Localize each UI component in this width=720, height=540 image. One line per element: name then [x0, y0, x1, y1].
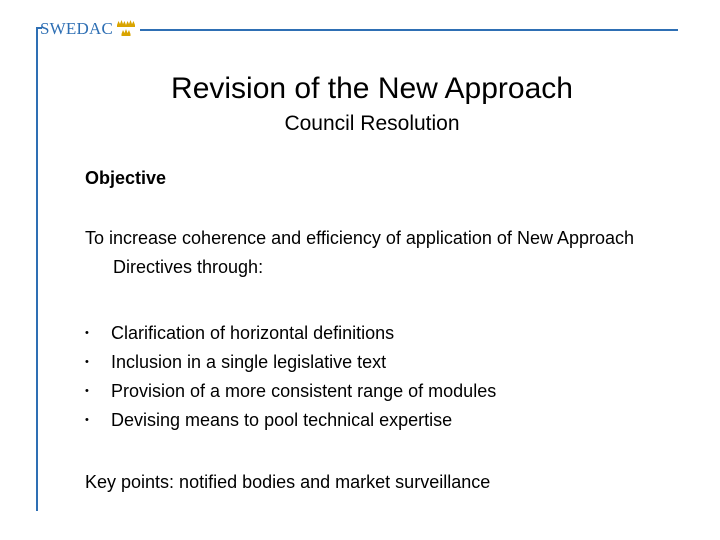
key-points-text: Key points: notified bodies and market surveillance — [85, 472, 491, 492]
bullet-list — [85, 319, 685, 435]
slide-subtitle: Council Resolution — [284, 112, 460, 135]
bullet-text: Clarification of horizontal definitions — [111, 323, 395, 343]
slide-title: Revision of the New Approach — [171, 72, 573, 105]
list-item — [85, 348, 685, 377]
bullet-text: Devising means to pool technical expertise — [111, 410, 453, 430]
slide-body — [85, 166, 685, 497]
list-item — [85, 377, 685, 406]
three-crowns-icon — [116, 19, 136, 37]
intro-paragraph: To increase coherence and efficiency of application of New Approach Directives through: — [85, 228, 635, 277]
bullet-dot-icon: • — [85, 414, 89, 426]
swedac-logo — [40, 19, 136, 37]
list-item — [85, 406, 685, 435]
logo-text: SWEDAC — [40, 18, 113, 38]
objective-heading: Objective — [85, 168, 167, 188]
bullet-text: Inclusion in a single legislative text — [111, 352, 387, 372]
bullet-dot-icon: • — [85, 327, 89, 339]
bullet-dot-icon: • — [85, 356, 89, 368]
list-item — [85, 319, 685, 348]
bullet-text: Provision of a more consistent range of modules — [111, 381, 497, 401]
bullet-dot-icon: • — [85, 385, 89, 397]
top-border-line — [140, 29, 678, 31]
